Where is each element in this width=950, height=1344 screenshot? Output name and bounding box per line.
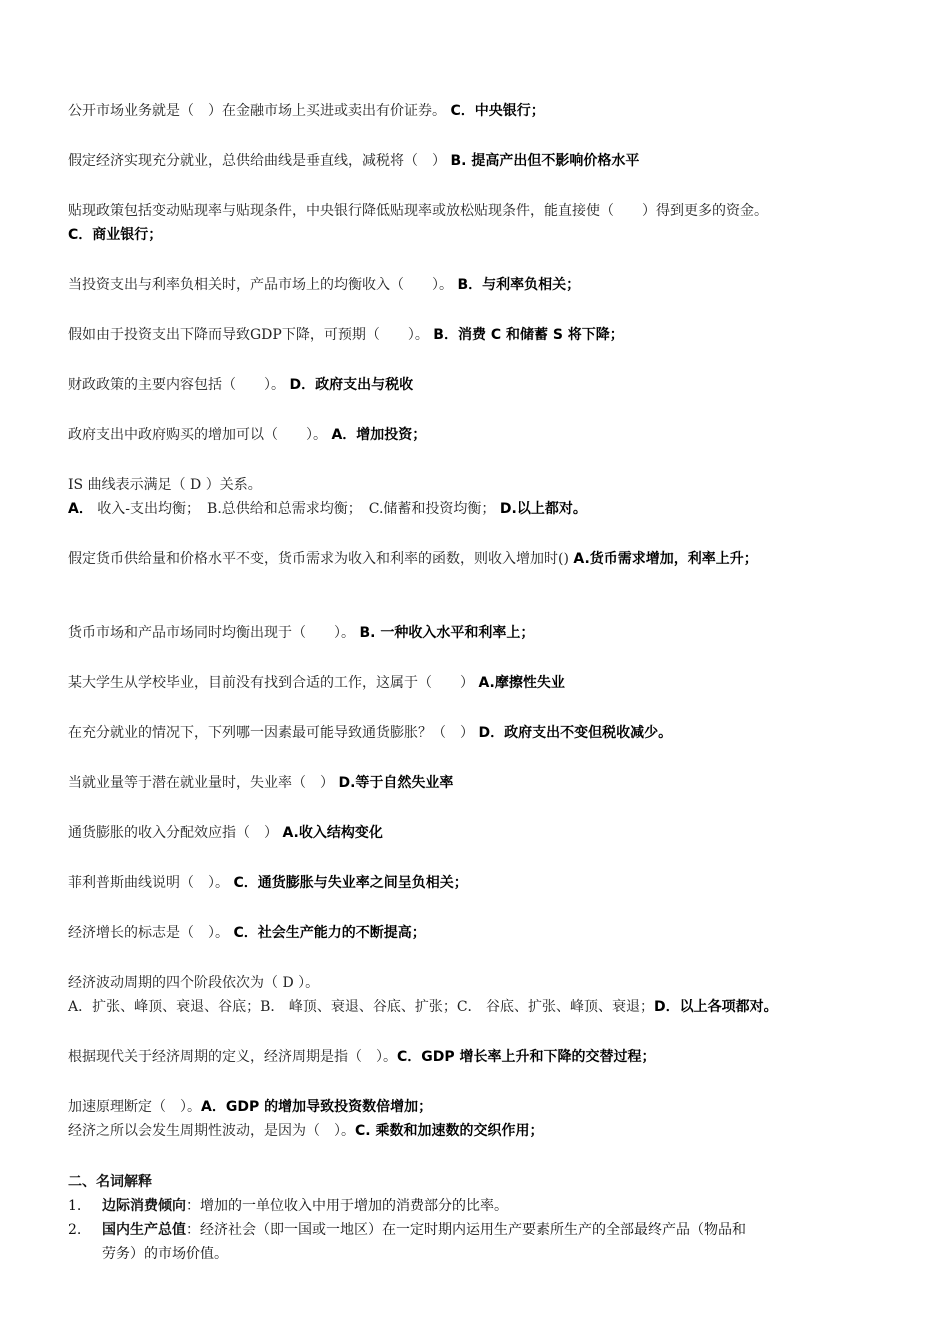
question-4: 当投资支出与利率负相关时，产品市场上的均衡收入（ ）。 B．与利率负相关； (68, 277, 581, 293)
section-definitions (68, 1170, 898, 1266)
definition-continuation: 劳务）的市场价值。 (102, 1246, 228, 1262)
question-1: 公开市场业务就是（ ）在金融市场上买进或卖出有价证券。 C．中央银行； (68, 103, 545, 119)
definition-item: 1. 边际消费倾向：增加的一单位收入中用于增加的消费部分的比率。 (68, 1198, 508, 1214)
question-18: 根据现代关于经济周期的定义，经济周期是指（ ）。C．GDP 增长率上升和下降的交替过程； (68, 1049, 656, 1065)
question-6: 财政政策的主要内容包括（ ）。 D．政府支出与税收 (68, 377, 414, 393)
question-19: 加速原理断定（ ）。A．GDP 的增加导致投资数倍增加； 经济之所以会发生周期性波动，是因为（ ）。C. 乘数和加速数的交织作用； (68, 1099, 544, 1139)
question-17: 经济波动周期的四个阶段依次为（ D ）。 A．扩张、峰顶、衰退、谷底；B． 峰顶、衰退、谷底、扩张；C． 谷底、扩张、峰顶、衰退；D．以上各项都对。 (68, 975, 778, 1015)
question-8: IS 曲线表示满足（ D ）关系。 A． 收入-支出均衡； B.总供给和总需求均衡； C.储蓄和投资均衡； D.以上都对。 (68, 477, 587, 517)
question-2: 假定经济实现充分就业，总供给曲线是垂直线，减税将（ ） B. 提高产出但不影响价格水平 (68, 153, 640, 169)
question-16: 经济增长的标志是（ ）。 C．社会生产能力的不断提高； (68, 925, 426, 941)
question-10: 货币市场和产品市场同时均衡出现于（ ）。 B. 一种收入水平和利率上； (68, 625, 535, 641)
definition-item: 2. 国内生产总值：经济社会（即一国或一地区）在一定时期内运用生产要素所生产的全部最终产品（物品和 (68, 1222, 746, 1238)
section-title: 二、名词解释 (68, 1174, 152, 1190)
question-3: 贴现政策包括变动贴现率与贴现条件，中央银行降低贴现率或放松贴现条件，能直接使（ ）得到更多的资金。 C．商业银行； (68, 203, 768, 243)
question-14: 通货膨胀的收入分配效应指（ ） A.收入结构变化 (68, 825, 383, 841)
question-7: 政府支出中政府购买的增加可以（ ）。 A．增加投资； (68, 427, 427, 443)
question-12: 在充分就业的情况下，下列哪一因素最可能导致通货膨胀？（ ） D．政府支出不变但税收减少。 (68, 725, 673, 741)
question-9: 假定货币供给量和价格水平不变，货币需求为收入和利率的函数，则收入增加时() A.货币需求增加，利率上升； (68, 551, 758, 567)
question-15: 菲利普斯曲线说明（ ）。 C．通货膨胀与失业率之间呈负相关； (68, 875, 468, 891)
question-5: 假如由于投资支出下降而导致GDP下降，可预期（ ）。 B．消费 C 和储蓄 S 将下降； (68, 327, 624, 343)
question-11: 某大学生从学校毕业，目前没有找到合适的工作，这属于（ ） A.摩擦性失业 (68, 675, 565, 691)
question-13: 当就业量等于潜在就业量时，失业率（ ） D.等于自然失业率 (68, 775, 454, 791)
